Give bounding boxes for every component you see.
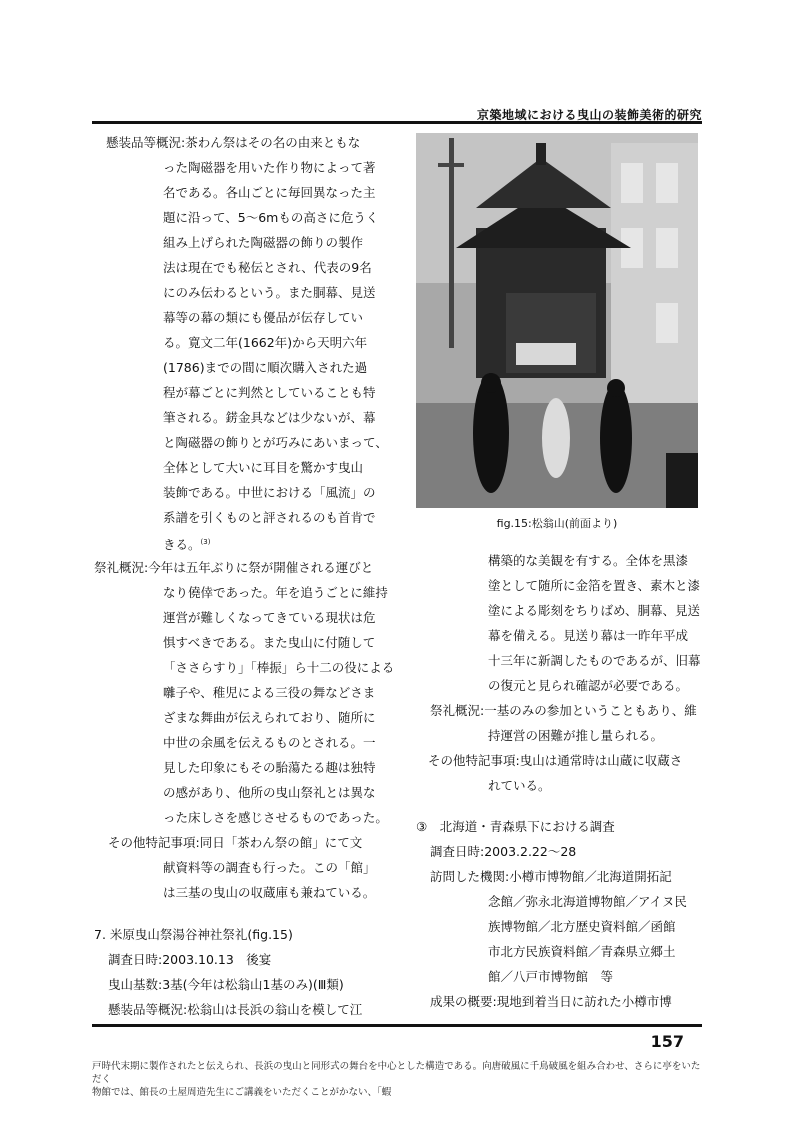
paragraph-line: 全体として大いに耳目を驚かす曳山 <box>163 460 364 475</box>
paragraph-line: 持運営の困難が推し量られる。 <box>488 728 664 743</box>
paragraph-line: 名である。各山ごとに毎回異なった主 <box>163 185 376 200</box>
field-label: その他特記事項: <box>108 835 200 850</box>
paragraph-line <box>430 698 697 723</box>
paragraph-line: 中世の余風を伝えるものとされる。一 <box>163 735 376 750</box>
paragraph-line: 構築的な美観を有する。全体を黒漆 <box>488 553 689 568</box>
paragraph-line: 惧すべきである。また曳山に付随して <box>163 635 376 650</box>
paragraph-line: 系譜を引くものと評されるのも首肯で <box>163 510 376 525</box>
paragraph-line <box>106 130 360 155</box>
header-rule <box>92 121 702 124</box>
field-text: 一基のみの参加ということもあり、維 <box>484 703 697 718</box>
paragraph-line: なり僥倖であった。年を追うごとに維持 <box>163 585 388 600</box>
paragraph-line: 献資料等の調査も行った。この「館」 <box>163 860 376 875</box>
paragraph-line: 法は現在でも秘伝とされ、代表の9名 <box>163 260 372 275</box>
section-heading: 7. 米原曳山祭湯谷神社祭礼(fig.15) <box>94 927 293 942</box>
float-count: 曳山基数:3基(今年は松翁山1基のみ)(Ⅲ類) <box>108 977 344 992</box>
footnote-ref: (3) <box>200 538 211 546</box>
field-label: 懸装品等概況: <box>106 135 186 150</box>
paragraph-line: 程が幕ごとに判然としていることも特 <box>163 385 376 400</box>
field-text: 茶わん祭はその名の由来ともな <box>185 135 361 150</box>
page-number: 157 <box>650 1032 684 1051</box>
field-text: きる。 <box>163 537 201 553</box>
paragraph-line: 「ささらすり」「棒振」ら十二の役による <box>163 660 395 675</box>
field-text: 長浜の曳山と同形式の舞台を中心と <box>254 1061 407 1072</box>
paragraph-line: 題に沿って、5〜6mもの高さに危うく <box>163 210 379 225</box>
paragraph-line: と陶磁器の飾りとが巧みにあいまって、 <box>163 435 388 450</box>
paragraph-line: 組み上げられた陶磁器の飾りの製作 <box>163 235 364 250</box>
field-text: 曳山は通常時は山蔵に収蔵さ <box>519 753 683 768</box>
paragraph-line <box>430 989 672 1014</box>
paragraph-line: 見した印象にもその駘蕩たる趣は独特 <box>163 760 376 775</box>
field-label: 訪問した機関: <box>430 869 510 884</box>
paragraph-line: の復元と見られ確認が必要である。 <box>488 678 689 693</box>
paragraph-line: 族博物館／北方歴史資料館／函館 <box>488 919 676 934</box>
field-label: 懸装品等概況: <box>108 1002 188 1017</box>
paragraph-line: 幕等の幕の類にも優品が伝存してい <box>163 310 364 325</box>
paragraph-line: 念館／弥永北海道博物館／アイヌ民 <box>488 894 687 909</box>
paragraph-line: 十三年に新調したものであるが、旧幕 <box>488 653 701 668</box>
continued-text <box>92 1060 702 1099</box>
running-header: 京築地域における曳山の装飾美術的研究 <box>476 108 702 122</box>
paragraph-line: れている。 <box>488 778 551 793</box>
field-text: 小樽市博物館／北海道開拓記 <box>509 869 672 884</box>
paragraph-line: 囃子や、稚児による三役の舞などさま <box>163 685 376 700</box>
paragraph-line <box>428 748 682 773</box>
paragraph-line <box>94 555 373 580</box>
field-label: 成果の概要: <box>430 994 497 1009</box>
field-text: 今年は五年ぶりに祭が開催される運びと <box>148 560 374 575</box>
field-text: 講義をいただくことがかない、「蝦 <box>244 1087 392 1098</box>
survey-date: 調査日時:2003.2.22〜28 <box>430 844 577 859</box>
paragraph-line: 塗による彫刻をちりばめ、胴幕、見送 <box>488 603 701 618</box>
field-text: 戸時代末期に製作されたと伝えられ、 <box>92 1061 255 1072</box>
paragraph-line: (1786)までの間に順次購入された過 <box>163 360 368 375</box>
paragraph-line: 市北方民族資料館／青森県立郷土 <box>488 944 676 959</box>
paragraph-line: 装飾である。中世における「風流」の <box>163 485 376 500</box>
paragraph-line <box>430 864 672 889</box>
section-heading: ③ 北海道・青森県下における調査 <box>416 819 615 834</box>
festival-float-photo <box>416 133 698 508</box>
paragraph-line: 幕を備える。見送り幕は一昨年平成 <box>488 628 689 643</box>
footer-rule <box>92 1024 702 1027</box>
paragraph-line <box>108 997 362 1022</box>
paragraph-line <box>163 530 210 557</box>
paragraph-line: 館／八戸市博物館 等 <box>488 969 614 984</box>
paragraph-line: った床しさを感じさせるものであった。 <box>163 810 388 825</box>
field-text: 現地到着当日に訪れた小樽市博 <box>496 994 672 1009</box>
survey-date: 調査日時:2003.10.13 後宴 <box>108 952 272 967</box>
field-text: 物館では、館長の土屋周造先生にご <box>92 1087 245 1098</box>
paragraph-line: 筆される。錺金具などは少ないが、幕 <box>163 410 376 425</box>
field-label: 祭礼概況: <box>430 703 485 718</box>
figure-caption: fig.15:松翁山(前面より) <box>496 517 618 530</box>
field-label: その他特記事項: <box>428 753 520 768</box>
festival-float-illustration <box>416 133 698 508</box>
paragraph-line <box>108 830 362 855</box>
paragraph-line: る。寛文二年(1662年)から天明六年 <box>163 335 368 350</box>
field-text: 同日「茶わん祭の館」にて文 <box>199 835 363 850</box>
paragraph-line: にのみ伝わるという。また胴幕、見送 <box>163 285 376 300</box>
paragraph-line: の感があり、他所の曳山祭礼とは異な <box>163 785 376 800</box>
paragraph-line: った陶磁器を用いた作り物によって著 <box>163 160 376 175</box>
paragraph-line: は三基の曳山の収蔵庫も兼ねている。 <box>163 885 376 900</box>
paragraph-line: ざまな舞曲が伝えられており、随所に <box>163 710 376 725</box>
field-text: 松翁山は長浜の翁山を模して江 <box>187 1002 363 1017</box>
field-text: 風を組み合わせ、さらに亭をいただく <box>92 1061 701 1085</box>
paragraph-line: 運営が難しくなってきている現状は危 <box>163 610 376 625</box>
field-text: した構造である。向唐破風に千鳥破 <box>406 1061 559 1072</box>
field-label: 祭礼概況: <box>94 560 149 575</box>
paragraph-line: 塗として随所に金箔を置き、素木と漆 <box>488 578 701 593</box>
